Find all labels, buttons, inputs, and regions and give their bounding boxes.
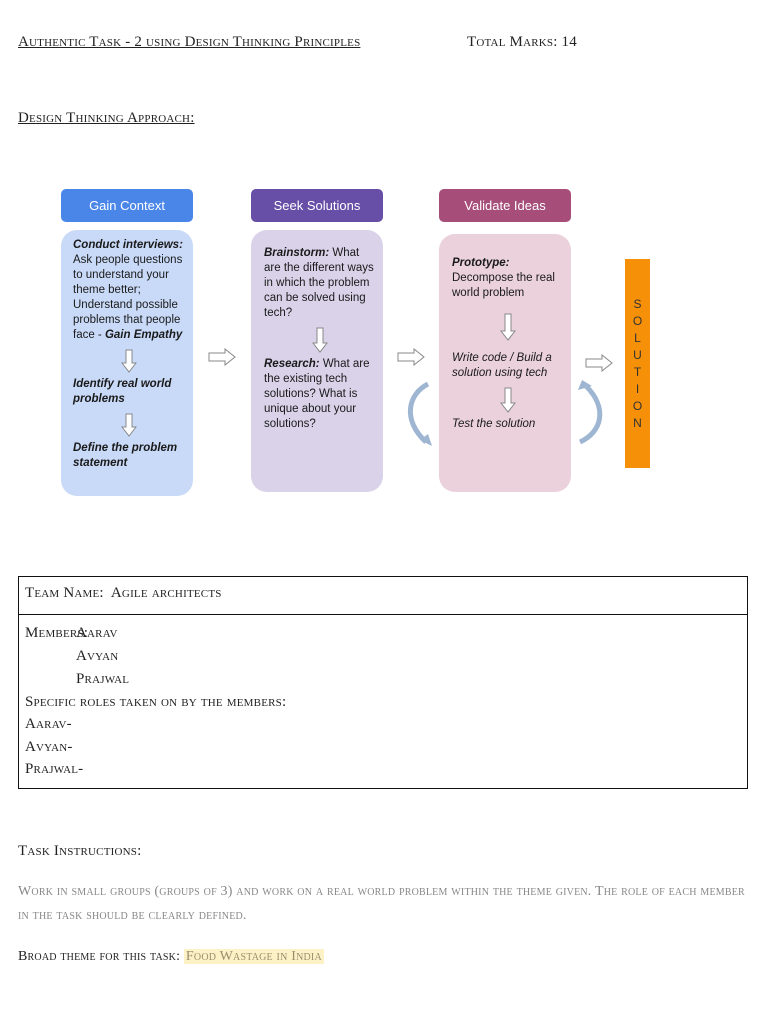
identify-problems-text: Identify real world problems <box>73 378 172 405</box>
seek-solutions-box <box>251 230 383 492</box>
prototype-text: Decompose the real world problem <box>452 272 555 299</box>
team-name-value: Agile architects <box>110 585 222 601</box>
members-label: Members: <box>25 625 89 641</box>
right-arrow-icon <box>585 354 613 372</box>
cycle-arrow-icon <box>574 378 610 448</box>
validate-ideas-header: Validate Ideas <box>439 189 571 222</box>
gain-empathy-text: Gain Empathy <box>104 329 183 341</box>
theme-value: Food Wastage in India <box>185 949 322 964</box>
solution-bar <box>625 259 650 468</box>
down-arrow-icon <box>500 313 516 341</box>
member-name: Prajwal <box>76 671 130 687</box>
down-arrow-icon <box>500 387 516 413</box>
team-name-row <box>19 577 747 615</box>
brainstorm-label: Brainstorm: <box>264 247 330 259</box>
task-instructions-text: Work in small groups (groups of 3) and work on a real world problem within the theme given. The role of each member in the task should be clearly defined. <box>18 884 745 923</box>
task-title: Authentic Task - 2 using Design Thinking Principles <box>18 34 361 50</box>
member-name: Avyan <box>76 648 119 664</box>
solution-letter: O <box>632 399 643 413</box>
roles-label: Specific roles taken on by the members: <box>25 694 287 710</box>
gain-context-box <box>61 230 193 496</box>
solution-letter: N <box>633 416 642 430</box>
write-code-text: Write code / Build a solution using tech <box>452 352 552 379</box>
member-role: Aarav- <box>25 716 72 732</box>
total-marks: Total Marks: 14 <box>467 34 577 50</box>
member-role: Avyan- <box>25 739 73 755</box>
research-text: What are the existing tech solutions? What is unique about your solutions? <box>264 358 370 430</box>
solution-letter: L <box>634 331 641 345</box>
solution-letter: U <box>633 348 642 362</box>
solution-letter: S <box>633 297 642 311</box>
seek-solutions-header: Seek Solutions <box>251 189 383 222</box>
validate-ideas-box <box>439 234 571 492</box>
down-arrow-icon <box>312 327 328 353</box>
research-label: Research: <box>264 358 320 370</box>
solution-letter: T <box>633 365 642 379</box>
theme-label: Broad theme for this task: <box>18 949 181 964</box>
test-solution-text: Test the solution <box>452 418 536 430</box>
theme-line <box>18 949 324 965</box>
cycle-arrow-icon <box>400 380 436 450</box>
right-arrow-icon <box>208 348 236 366</box>
right-arrow-icon <box>397 348 425 366</box>
brainstorm-text: What are the different ways in which the problem can be solved using tech? <box>264 247 374 319</box>
conduct-interviews-label: Conduct interviews: <box>73 239 183 251</box>
task-instructions-heading: Task Instructions: <box>18 843 142 859</box>
prototype-label: Prototype: <box>452 257 510 269</box>
approach-heading: Design Thinking Approach: <box>18 110 195 126</box>
conduct-interviews-text: Ask people questions to understand your theme better; Understand possible problems that people face - <box>73 254 183 341</box>
down-arrow-icon <box>121 413 137 437</box>
member-name: Aarav <box>76 625 118 641</box>
down-arrow-icon <box>121 349 137 373</box>
team-name-label: Team Name: <box>25 585 104 601</box>
member-role: Prajwal- <box>25 761 84 777</box>
team-table <box>18 576 748 789</box>
solution-letter: I <box>635 382 640 396</box>
solution-letter: O <box>632 314 643 328</box>
gain-context-header: Gain Context <box>61 189 193 222</box>
define-problem-text: Define the problem statement <box>73 442 178 469</box>
